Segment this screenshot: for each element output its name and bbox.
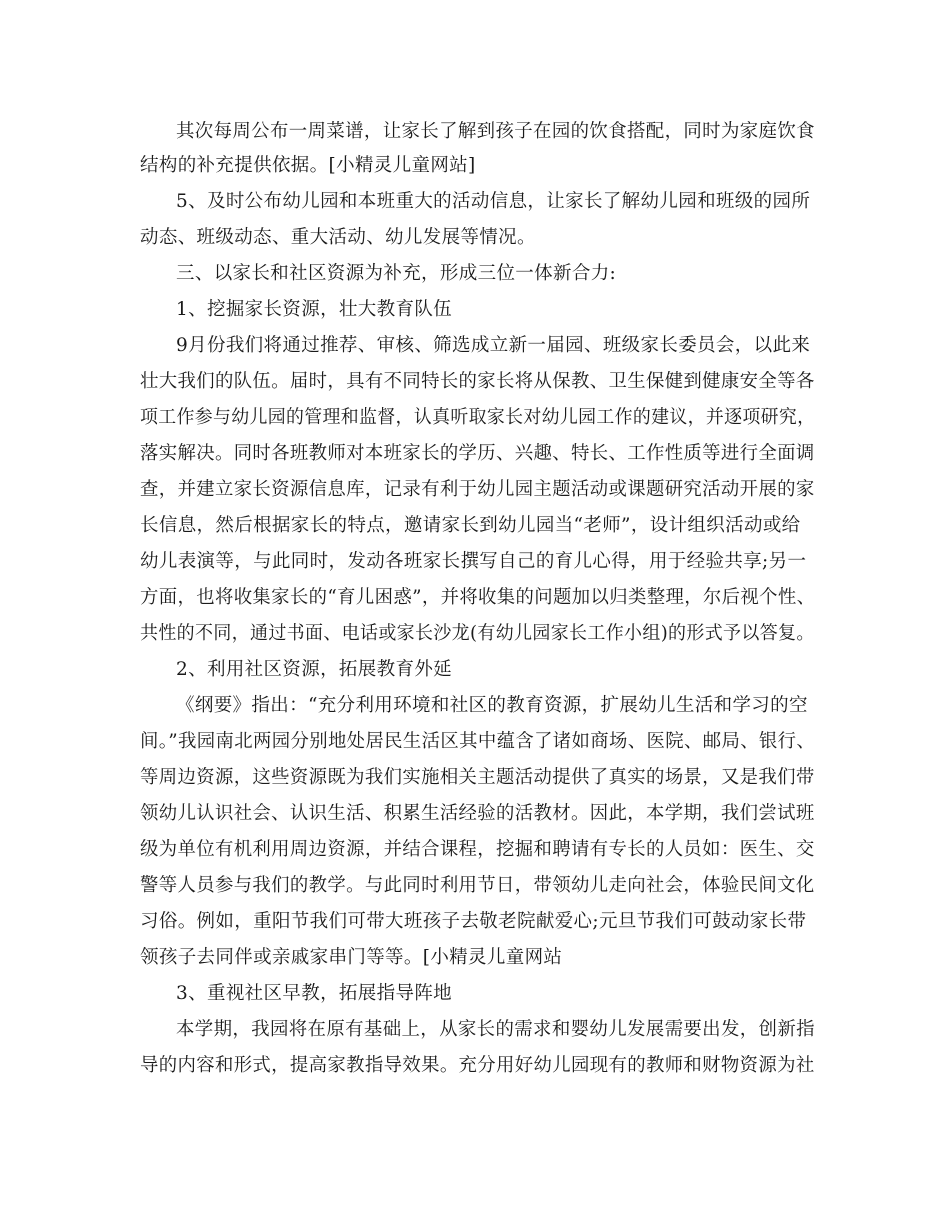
paragraph-line: 间。”我园南北两园分别地处居民生活区其中蕴含了诸如商场、医院、邮局、银行、 [140, 731, 816, 752]
paragraph-line: 查，并建立家长资源信息库，记录有利于幼儿园主题活动或课题研究活动开展的家 [140, 479, 815, 500]
subsection-heading: 1、挖掘家长资源，壮大教育队伍 [176, 299, 453, 320]
subsection-heading: 2、利用社区资源，拓展教育外延 [176, 659, 453, 680]
section-heading: 三、以家长和社区资源为补充，形成三位一体新合力: [176, 263, 617, 284]
paragraph-line: 领孩子去同伴或亲戚家串门等等。[小精灵儿童网站 [140, 947, 563, 968]
paragraph-line: 等周边资源，这些资源既为我们实施相关主题活动提供了真实的场景，又是我们带 [140, 767, 815, 788]
paragraph-line: 5、及时公布幼儿园和本班重大的活动信息，让家长了解幼儿园和班级的园所 [176, 191, 811, 212]
paragraph-line: 9月份我们将通过推荐、审核、筛选成立新一届园、班级家长委员会，以此来 [176, 335, 811, 356]
paragraph-line: 导的内容和形式，提高家教指导效果。充分用好幼儿园现有的教师和财物资源为社 [140, 1055, 815, 1076]
paragraph-line: 级为单位有机利用周边资源，并结合课程，挖掘和聘请有专长的人员如：医生、交 [140, 839, 815, 860]
paragraph-line: 习俗。例如，重阳节我们可带大班孩子去敬老院献爱心;元旦节我们可鼓动家长带 [140, 911, 807, 932]
paragraph-line: 壮大我们的队伍。届时，具有不同特长的家长将从保教、卫生保健到健康安全等各 [140, 371, 815, 392]
subsection-heading: 3、重视社区早教，拓展指导阵地 [176, 983, 453, 1004]
paragraph-line: 领幼儿认识社会、认识生活、积累生活经验的活教材。因此，本学期，我们尝试班 [140, 803, 815, 824]
paragraph-line: 其次每周公布一周菜谱，让家长了解到孩子在园的饮食搭配，同时为家庭饮食 [176, 121, 815, 142]
paragraph-line: 动态、班级动态、重大活动、幼儿发展等情况。 [140, 227, 536, 248]
paragraph-line: 长信息，然后根据家长的特点，邀请家长到幼儿园当“老师”，设计组织活动或给 [140, 515, 801, 536]
paragraph-line: 幼儿表演等，与此同时，发动各班家长撰写自己的育儿心得，用于经验共享;另一 [140, 551, 807, 572]
paragraph-line: 结构的补充提供依据。[小精灵儿童网站] [140, 155, 476, 176]
paragraph-line: 《纲要》指出：“充分利用环境和社区的教育资源，扩展幼儿生活和学习的空 [176, 695, 808, 716]
paragraph-line: 共性的不同，通过书面、电话或家长沙龙(有幼儿园家长工作小组)的形式予以答复。 [140, 623, 815, 644]
paragraph-line: 方面，也将收集家长的“育儿困惑”，并将收集的问题加以归类整理，尔后视个性、 [140, 587, 816, 608]
paragraph-line: 项工作参与幼儿园的管理和监督，认真听取家长对幼儿园工作的建议，并逐项研究， [140, 407, 816, 428]
paragraph-line: 本学期，我园将在原有基础上，从家长的需求和婴幼儿发展需要出发，创新指 [176, 1019, 815, 1040]
paragraph-line: 警等人员参与我们的教学。与此同时利用节日，带领幼儿走向社会，体验民间文化 [140, 875, 815, 896]
paragraph-line: 落实解决。同时各班教师对本班家长的学历、兴趣、特长、工作性质等进行全面调 [140, 443, 815, 464]
